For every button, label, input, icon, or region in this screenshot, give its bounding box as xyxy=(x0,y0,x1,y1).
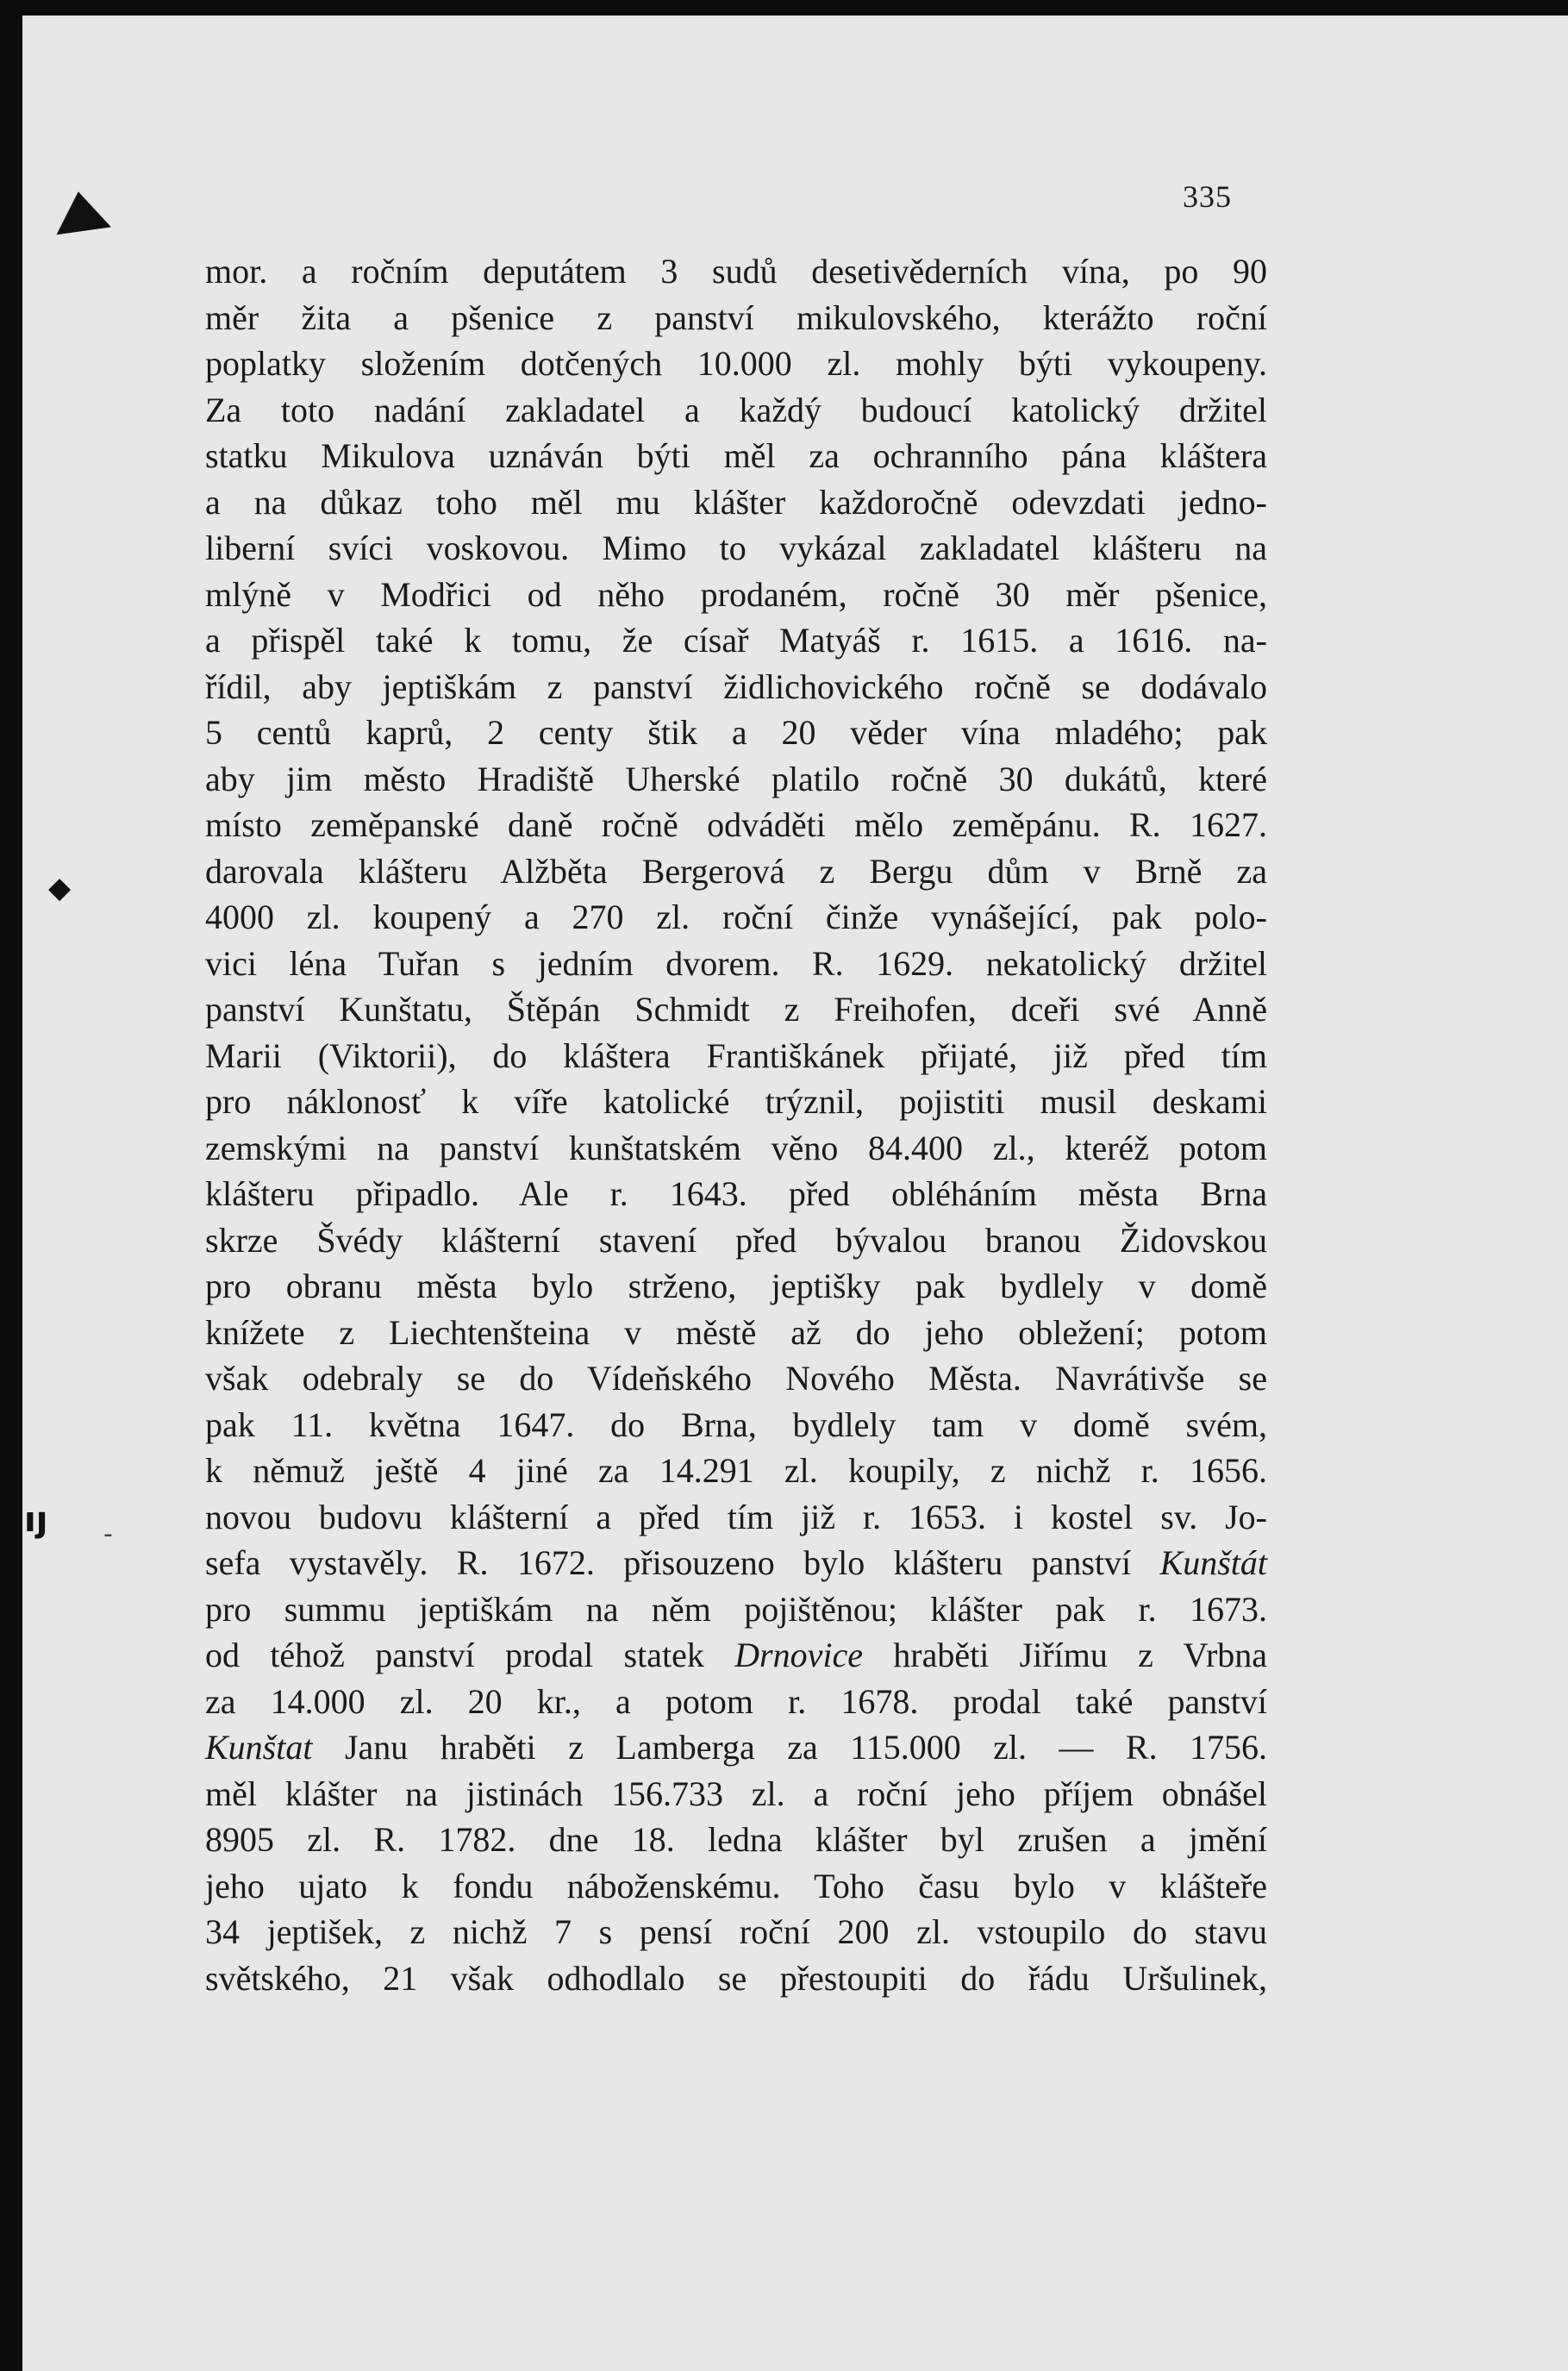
text-line: pro summu jeptiškám na něm pojištěnou; klášter pak r. 1673. xyxy=(205,1589,1267,1629)
text-line: vici léna Tuřan s jedním dvorem. R. 1629. nekatolický držitel xyxy=(205,943,1267,983)
text-line-with-italic xyxy=(205,1540,1267,1586)
text-line: mor. a ročním deputátem 3 sudů desetivěderních vína, po 90 xyxy=(205,252,1267,291)
text-line: jeho ujato k fondu náboženskému. Toho času bylo v klášteře xyxy=(205,1866,1267,1905)
text-line: řídil, aby jeptiškám z panství židlichovického ročně se dodávalo xyxy=(205,666,1267,706)
text-line: knížete z Liechtenšteina v městě až do jeho obležení; potom xyxy=(205,1312,1267,1352)
text-line-with-italic xyxy=(205,1632,1267,1679)
body-text xyxy=(205,248,1267,2001)
text-line: poplatky složením dotčených 10.000 zl. mohly býti vykoupeny. xyxy=(205,344,1267,383)
scan-border-left xyxy=(0,0,22,2371)
text-line: místo zeměpanské daně ročně odváděti mělo zeměpánu. R. 1627. xyxy=(205,805,1267,844)
page-number: 335 xyxy=(1183,179,1232,214)
text-line: k němuž ještě 4 jiné za 14.291 zl. koupily, z nichž r. 1656. xyxy=(205,1451,1267,1490)
text-line: liberní svíci voskovou. Mimo to vykázal zakladatel klášteru na xyxy=(205,529,1267,567)
text-line-with-italic xyxy=(205,1724,1267,1771)
text-segment: od téhož panství prodal statek xyxy=(205,1636,704,1674)
text-line: klášteru připadlo. Ale r. 1643. před obléháním města Brna xyxy=(205,1174,1267,1213)
text-line: skrze Švédy klášterní stavení před bývalou branou Židovskou xyxy=(205,1220,1267,1260)
text-line: však odebraly se do Vídeňského Nového Města. Navrátivše se xyxy=(205,1359,1267,1398)
text-line: 8905 zl. R. 1782. dne 18. ledna klášter byl zrušen a jmění xyxy=(205,1820,1267,1859)
text-line: statku Mikulova uznáván býti měl za ochranního pána kláštera xyxy=(205,436,1267,475)
text-line: Za toto nadání zakladatel a každý budoucí katolický držitel xyxy=(205,390,1267,429)
text-line: panství Kunštatu, Štěpán Schmidt z Freihofen, dceři své Anně xyxy=(205,990,1267,1029)
text-line: pak 11. května 1647. do Brna, bydlely tam v domě svém, xyxy=(205,1404,1267,1444)
scan-border-top xyxy=(0,0,1568,16)
text-line: a přispěl také k tomu, že císař Matyáš r. 1615. a 1616. na- xyxy=(205,621,1267,660)
margin-dash-mark: - xyxy=(103,1519,113,1549)
text-line: darovala klášteru Alžběta Bergerová z Bergu dům v Brně za xyxy=(205,851,1267,891)
text-line: za 14.000 zl. 20 kr., a potom r. 1678. prodal také panství xyxy=(205,1681,1267,1721)
text-line: novou budovu klášterní a před tím již r. 1653. i kostel sv. Jo- xyxy=(205,1497,1267,1536)
text-line: zemskými na panství kunštatském věno 84.400 zl., kteréž potom xyxy=(205,1128,1267,1167)
text-segment: Janu hraběti z Lamberga za 115.000 zl. — R. 1756. xyxy=(344,1728,1268,1767)
text-line: pro náklonosť k víře katolické trýznil, pojistiti musil deskami xyxy=(205,1082,1267,1121)
text-line: světského, 21 však odhodlalo se přestoupiti do řádu Uršulinek, xyxy=(205,1958,1267,1998)
text-line: měl klášter na jistinách 156.733 zl. a roční jeho příjem obnášel xyxy=(205,1774,1267,1813)
italic-place-name: Kunštat xyxy=(205,1728,313,1767)
italic-place-name: Kunštát xyxy=(1159,1543,1267,1582)
text-line: 5 centů kaprů, 2 centy štik a 20 věder vína mladého; pak xyxy=(205,713,1267,752)
text-line: měr žita a pšenice z panství mikulovského, kterážto roční xyxy=(205,297,1267,337)
text-line: Marii (Viktorii), do kláštera Františkánek přijaté, již před tím xyxy=(205,1035,1267,1075)
italic-place-name: Drnovice xyxy=(734,1636,863,1674)
text-line: mlýně v Modřici od něho prodaném, ročně 30 měr pšenice, xyxy=(205,574,1267,614)
text-segment: sefa vystavěly. R. 1672. přisouzeno bylo klášteru panství xyxy=(205,1543,1132,1582)
margin-triangle-mark xyxy=(51,188,111,235)
text-line: 34 jeptišek, z nichž 7 s pensí roční 200 zl. vstoupilo do stavu xyxy=(205,1912,1267,1951)
text-line: a na důkaz toho měl mu klášter každoročně odevzdati jedno- xyxy=(205,482,1267,522)
text-line: 4000 zl. koupený a 270 zl. roční činže vynášející, pak polo- xyxy=(205,898,1267,936)
margin-ink-mark: ıȷ xyxy=(24,1500,48,1540)
margin-arrow-mark: ◆ xyxy=(48,871,72,905)
text-segment: hraběti Jiřímu z Vrbna xyxy=(893,1636,1268,1674)
text-line: aby jim město Hradiště Uherské platilo ročně 30 dukátů, které xyxy=(205,759,1267,798)
text-line: pro obranu města bylo strženo, jeptišky pak bydlely v domě xyxy=(205,1267,1267,1305)
